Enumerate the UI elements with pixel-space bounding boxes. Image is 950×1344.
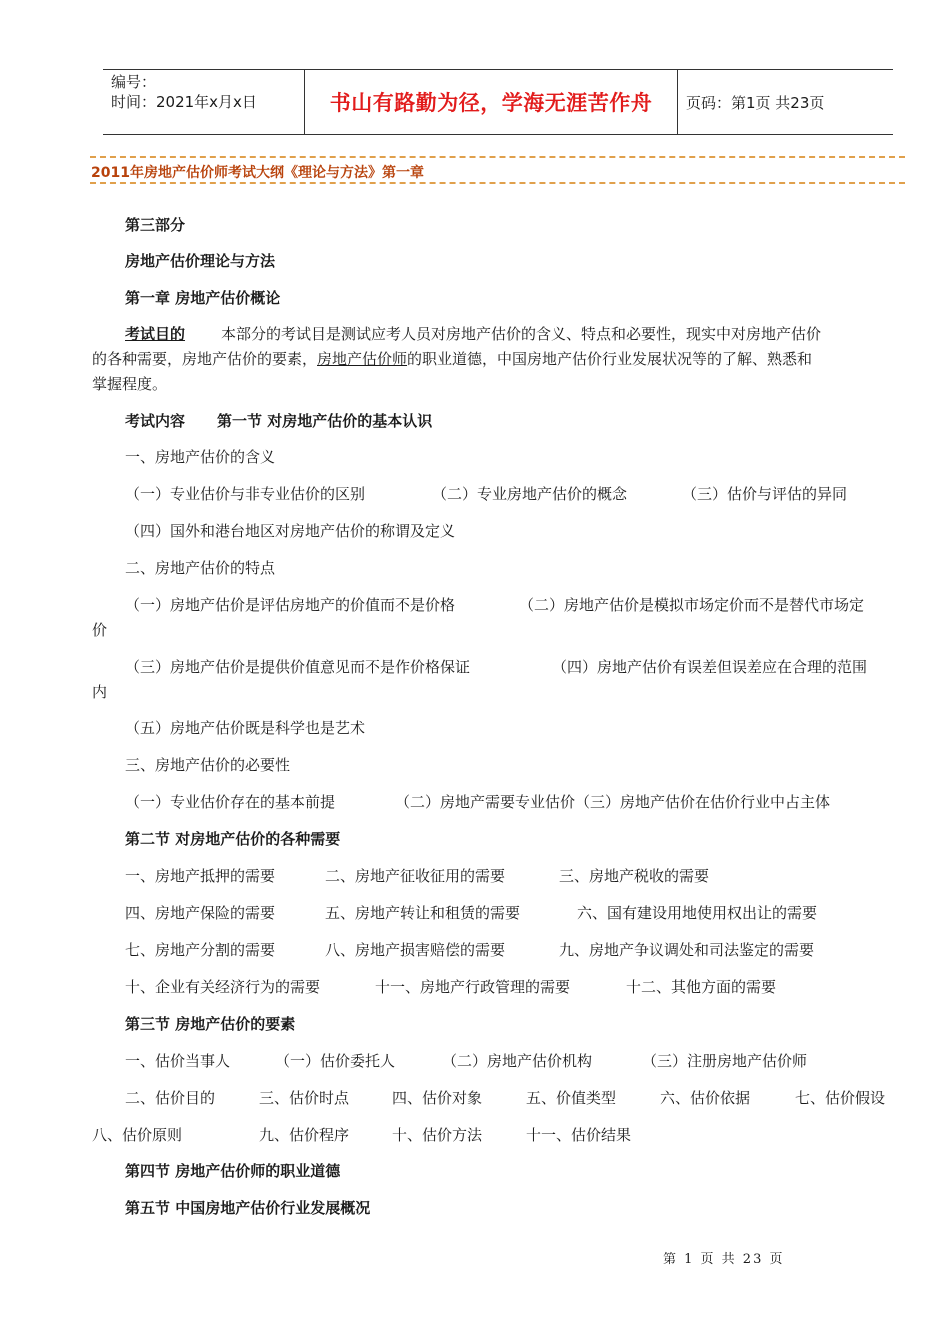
s3-r3-item-1: 八、估价原则	[92, 1126, 183, 1144]
page-footer: 第 1 页 共 23 页	[663, 1252, 785, 1267]
s2-item-7: 七、房地产分割的需要	[125, 941, 276, 959]
number-label: 编号：	[111, 73, 157, 91]
content-line	[125, 410, 432, 431]
s1-h3-items-2-3: （二）房地产需要专业估价（三）房地产估价在估价行业中占主体	[395, 793, 831, 811]
purpose-text-2a: 的各种需要，房地产估价的要素，	[92, 350, 318, 368]
s3-r2-item-1: 二、估价目的	[125, 1089, 216, 1107]
s1-heading-2: 二、房地产估价的特点	[125, 559, 276, 577]
section-1-title: 第一节 对房地产估价的基本认识	[217, 412, 433, 430]
s1-h1-item-1: （一）专业估价与非专业估价的区别	[125, 485, 366, 503]
section-4-title: 第四节 房地产估价师的职业道德	[125, 1162, 341, 1180]
s1-h2-item-2: （二）房地产估价是模拟市场定价而不是替代市场定	[519, 596, 865, 614]
s1-h2-item-2-wrap: 价	[92, 621, 108, 639]
s1-heading-3: 三、房地产估价的必要性	[125, 756, 291, 774]
s3-r2-item-3: 四、估价对象	[392, 1089, 483, 1107]
header-page-cell	[678, 70, 893, 134]
s3-r2-item-5: 六、估价依据	[660, 1089, 751, 1107]
s3-r1-item-1: 一、估价当事人	[125, 1052, 231, 1070]
s1-h2-item-3: （三）房地产估价是提供价值意见而不是作价格保证	[125, 658, 471, 676]
dashed-divider-top	[90, 156, 905, 158]
s2-item-2: 二、房地产征收征用的需要	[325, 867, 506, 885]
header-meta	[103, 70, 304, 134]
s3-r3-item-2: 九、估价程序	[259, 1126, 350, 1144]
motto: 书山有路勤为径，学海无涯苦作舟	[329, 91, 653, 115]
s2-item-1: 一、房地产抵押的需要	[125, 867, 276, 885]
section-3-title: 第三节 房地产估价的要素	[125, 1015, 296, 1033]
subject-heading: 房地产估价理论与方法	[125, 252, 276, 270]
purpose-line-3: 掌握程度。	[92, 375, 168, 393]
s2-item-8: 八、房地产损害赔偿的需要	[325, 941, 506, 959]
valuer-link[interactable]: 房地产估价师	[317, 350, 408, 368]
s3-r1-item-4: （三）注册房地产估价师	[642, 1052, 808, 1070]
part-heading: 第三部分	[125, 216, 186, 234]
s3-r2-item-6: 七、估价假设	[795, 1089, 886, 1107]
chapter-heading: 第一章 房地产估价概论	[125, 289, 281, 307]
s2-item-5: 五、房地产转让和租赁的需要	[325, 904, 521, 922]
section-2-title: 第二节 对房地产估价的各种需要	[125, 830, 341, 848]
s3-r1-item-3: （二）房地产估价机构	[442, 1052, 593, 1070]
s3-r2-item-4: 五、价值类型	[526, 1089, 617, 1107]
s2-item-9: 九、房地产争议调处和司法鉴定的需要	[559, 941, 815, 959]
page-label: 页码：第1页 共23页	[686, 93, 825, 112]
s2-item-6: 六、国有建设用地使用权出让的需要	[577, 904, 818, 922]
purpose-line-2	[92, 348, 812, 369]
s1-h2-item-1: （一）房地产估价是评估房地产的价值而不是价格	[125, 596, 456, 614]
s1-h1-item-2: （二）专业房地产估价的概念	[432, 485, 628, 503]
s3-r2-item-2: 三、估价时点	[259, 1089, 350, 1107]
purpose-label: 考试目的	[125, 325, 186, 343]
s3-r1-item-2: （一）估价委托人	[275, 1052, 396, 1070]
s3-r3-item-4: 十一、估价结果	[526, 1126, 632, 1144]
s1-h2-item-4: （四）房地产估价有误差但误差应在合理的范围	[552, 658, 868, 676]
s2-item-10: 十、企业有关经济行为的需要	[125, 978, 321, 996]
s1-heading-1: 一、房地产估价的含义	[125, 448, 276, 466]
s2-item-12: 十二、其他方面的需要	[626, 978, 777, 996]
header-table	[103, 69, 893, 135]
s3-r3-item-3: 十、估价方法	[392, 1126, 483, 1144]
s1-h2-item-5: （五）房地产估价既是科学也是艺术	[125, 719, 366, 737]
dashed-divider-bottom	[90, 182, 905, 184]
s1-h1-item-3: （三）估价与评估的异同	[682, 485, 848, 503]
s1-h1-item-4: （四）国外和港台地区对房地产估价的称谓及定义	[125, 522, 456, 540]
time-label: 时间：2021年x月x日	[111, 93, 257, 111]
s2-item-11: 十一、房地产行政管理的需要	[375, 978, 571, 996]
s1-h3-item-1: （一）专业估价存在的基本前提	[125, 793, 336, 811]
purpose-line-1	[125, 323, 821, 344]
s2-item-4: 四、房地产保险的需要	[125, 904, 276, 922]
content-label: 考试内容	[125, 412, 186, 430]
section-5-title: 第五节 中国房地产估价行业发展概况	[125, 1199, 371, 1217]
document-title: 2011年房地产估价师考试大纲《理论与方法》第一章	[91, 165, 424, 181]
header-motto-cell	[304, 70, 678, 134]
purpose-text-1: 本部分的考试目是测试应考人员对房地产估价的含义、特点和必要性，现实中对房地产估价	[221, 325, 822, 343]
s1-h2-item-4-wrap: 内	[92, 683, 108, 701]
purpose-text-2b: 的职业道德，中国房地产估价行业发展状况等的了解、熟悉和	[407, 350, 813, 368]
s2-item-3: 三、房地产税收的需要	[559, 867, 710, 885]
